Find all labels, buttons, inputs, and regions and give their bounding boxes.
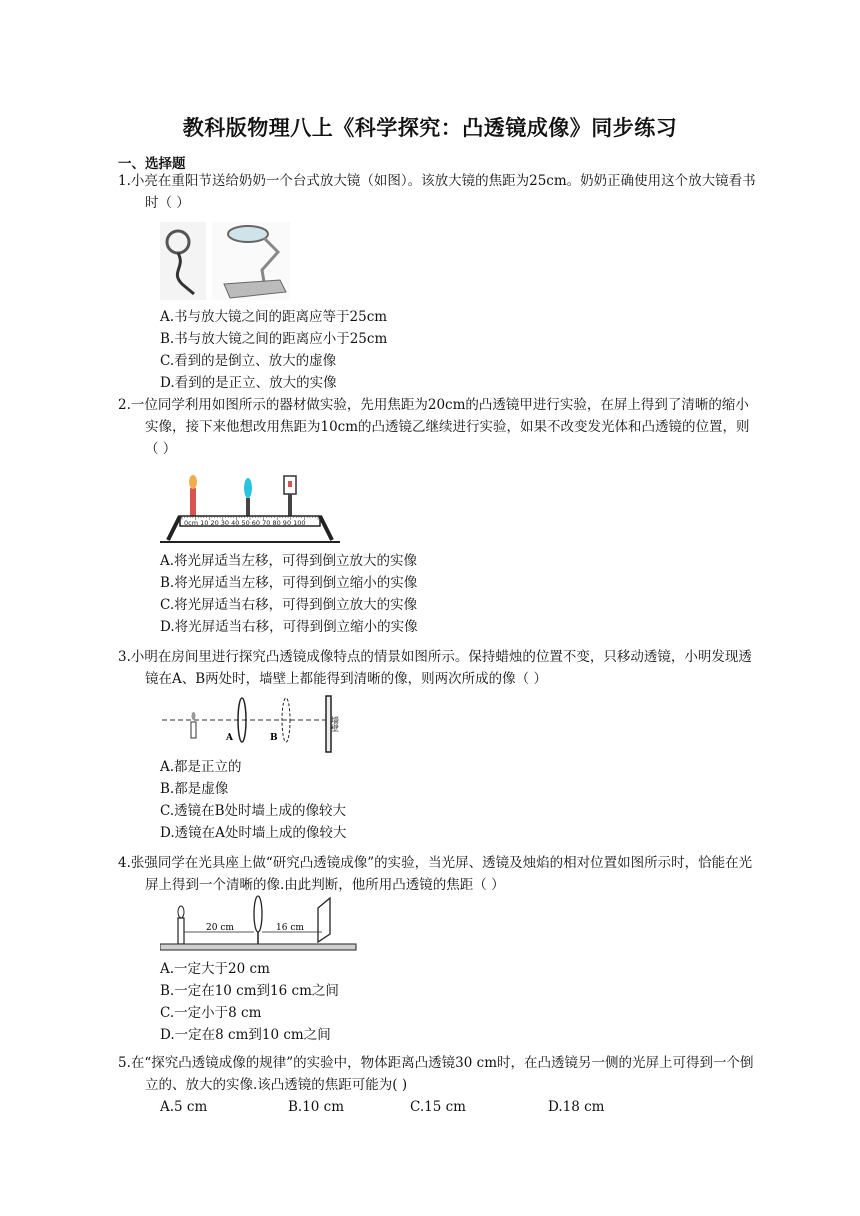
option-c: C.将光屏适当右移，可得到倒立放大的实像	[160, 597, 418, 613]
question-stem: 2.一位同学利用如图所示的器材做实验，先用焦距为20cm的凸透镜甲进行实验，在屏上得到了清晰的缩小实像，接下来他想改用焦距为10cm的凸透镜乙继续进行实验，如果不改变发光体和凸透镜的位置，则（ ）	[118, 397, 750, 457]
optical-bench-figure	[160, 468, 340, 546]
question-stem: 3.小明在房间里进行探究凸透镜成像特点的情景如图所示。保持蜡烛的位置不变，只移动透镜，小明发现透镜在A、B两处时，墙壁上都能得到清晰的像，则两次所成的像（ ）	[118, 649, 752, 687]
option-c: C.透镜在B处时墙上成的像较大	[160, 803, 347, 819]
option-a: A.一定大于20 cm	[160, 961, 270, 977]
option-c: C.15 cm	[410, 1099, 466, 1115]
option-b: B.10 cm	[288, 1099, 345, 1115]
option-a: A.书与放大镜之间的距离应等于25cm	[160, 309, 388, 325]
lens-icon	[254, 896, 262, 932]
screen-holder	[288, 494, 292, 518]
flame-icon	[189, 475, 197, 489]
option-c: C.一定小于8 cm	[160, 1005, 262, 1021]
question-4	[118, 852, 758, 896]
option-d: D.将光屏适当右移，可得到倒立缩小的实像	[160, 619, 418, 635]
question-1	[118, 170, 758, 214]
document-title: 教科版物理八上《科学探究：凸透镜成像》同步练习	[182, 116, 678, 140]
flame-icon	[178, 906, 184, 918]
option-c: C.看到的是倒立、放大的虚像	[160, 353, 337, 369]
desk-lens	[228, 226, 268, 242]
lens-icon	[244, 478, 252, 498]
question-3	[118, 646, 758, 690]
option-b: B.都是虚像	[160, 781, 229, 797]
lens-holder	[246, 498, 250, 518]
option-d: D.一定在8 cm到10 cm之间	[160, 1027, 331, 1043]
question-stem: 4.张强同学在光具座上做“研究凸透镜成像”的实验，当光屏、透镜及烛焰的相对位置如图所示时，恰能在光屏上得到一个清晰的像.由此判断，他所用凸透镜的焦距（ ）	[118, 855, 753, 893]
table-surface	[160, 944, 356, 950]
rail-scale-labels: 0cm 10 20 30 40 50 60 70 80 90 100	[184, 519, 306, 527]
option-row	[160, 1096, 720, 1118]
question-5	[118, 1052, 758, 1096]
wall-projection-figure	[160, 694, 346, 756]
option-b: B.将光屏适当左移，可得到倒立缩小的实像	[160, 575, 418, 591]
distance-16-label: 16 cm	[276, 923, 304, 933]
candle-icon	[190, 488, 196, 518]
lens-distance-figure	[160, 894, 360, 956]
option-b: B.一定在10 cm到16 cm之间	[160, 983, 339, 999]
option-d: D.透镜在A处时墙上成的像较大	[160, 825, 347, 841]
wall-label: 墙壁	[330, 716, 340, 732]
question-stem: 1.小亮在重阳节送给奶奶一个台式放大镜（如图）。该放大镜的焦距为25cm。奶奶正确使用这个放大镜看书时（ ）	[118, 173, 756, 211]
question-stem: 5.在“探究凸透镜成像的规律”的实验中，物体距离凸透镜30 cm时，在凸透镜另一侧的光屏上可得到一个倒立的、放大的实像.该凸透镜的焦距可能为( )	[118, 1055, 754, 1093]
candle-icon	[191, 722, 196, 738]
magnifier-figure	[160, 222, 290, 302]
screen-image	[288, 481, 292, 487]
option-a: A.5 cm	[160, 1099, 208, 1115]
option-b: B.书与放大镜之间的距离应小于25cm	[160, 331, 388, 347]
label-b: B	[270, 733, 278, 743]
option-a: A.将光屏适当左移，可得到倒立放大的实像	[160, 553, 418, 569]
label-a: A	[226, 733, 233, 743]
section-heading: 一、选择题	[118, 156, 186, 172]
flame-icon	[192, 712, 196, 720]
option-d: D.看到的是正立、放大的实像	[160, 375, 337, 391]
candle-icon	[178, 918, 184, 944]
screen-icon	[318, 898, 330, 942]
distance-20-label: 20 cm	[206, 923, 234, 933]
option-d: D.18 cm	[548, 1099, 605, 1115]
question-2	[118, 394, 758, 460]
option-a: A.都是正立的	[160, 759, 242, 775]
